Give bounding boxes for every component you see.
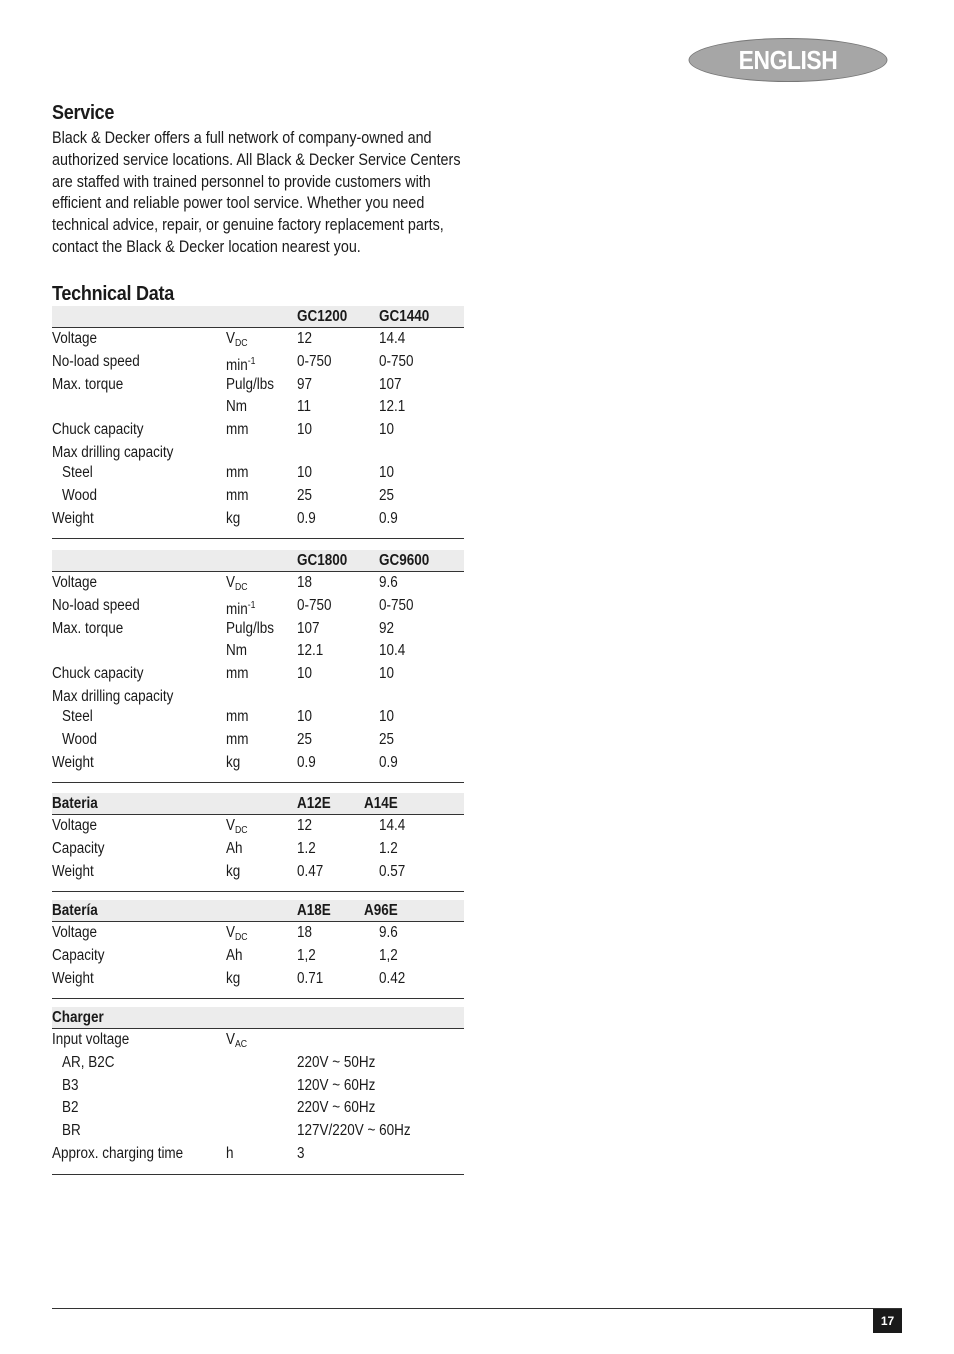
spec-unit — [226, 618, 274, 640]
spec-label: Max drilling capacity — [52, 443, 174, 461]
spec-value: 10 — [379, 707, 395, 725]
spec-unit — [226, 462, 248, 484]
spec-value: 0-750 — [297, 596, 332, 614]
spec-label: B2 — [62, 1099, 79, 1117]
spec-value: 25 — [297, 486, 313, 504]
spec-label: Chuck capacity — [52, 665, 144, 683]
spec-table-table3 — [52, 793, 464, 892]
spec-row — [52, 462, 464, 485]
spec-label: BR — [62, 1122, 81, 1140]
spec-table-header — [52, 550, 464, 572]
spec-unit — [226, 419, 248, 441]
spec-row — [52, 1120, 464, 1143]
spec-row — [52, 1029, 464, 1052]
table-end-rule — [52, 774, 464, 783]
spec-table-table4 — [52, 900, 464, 999]
unit-text: V — [226, 330, 235, 347]
column-header: A18E — [297, 902, 331, 919]
spec-label: Steel — [62, 463, 93, 481]
unit-text: h — [226, 1144, 234, 1162]
unit-text: Nm — [226, 642, 247, 660]
unit-text: min — [226, 600, 248, 618]
column-header: A96E — [364, 902, 398, 919]
spec-row — [52, 1052, 464, 1075]
spec-row — [52, 328, 464, 351]
spec-row — [52, 729, 464, 752]
unit-text: mm — [226, 665, 249, 683]
spec-value: 12.1 — [297, 642, 324, 660]
spec-label: Wood — [62, 486, 97, 504]
spec-table-header — [52, 1007, 464, 1029]
spec-label: Voltage — [52, 574, 97, 591]
spec-value: 0-750 — [379, 352, 414, 370]
spec-row — [52, 1143, 464, 1166]
spec-unit — [226, 861, 240, 883]
spec-row — [52, 508, 464, 531]
spec-value: 12 — [297, 817, 313, 834]
unit-text: Ah — [226, 839, 243, 857]
unit-text: V — [226, 1031, 235, 1048]
spec-value: 3 — [297, 1144, 305, 1162]
unit-text: V — [226, 924, 235, 941]
spec-row — [52, 618, 464, 641]
spec-row — [52, 922, 464, 945]
spec-row — [52, 861, 464, 884]
unit-text: mm — [226, 421, 249, 439]
spec-value: 11 — [297, 398, 312, 416]
spec-label: Max. torque — [52, 375, 124, 393]
spec-value: 220V ~ 50Hz — [297, 1053, 376, 1071]
spec-label: Weight — [52, 509, 94, 527]
spec-row — [52, 838, 464, 861]
spec-value: 0.71 — [297, 969, 324, 987]
unit-text: V — [226, 574, 235, 591]
spec-value: 0.9 — [379, 509, 398, 527]
unit-subscript: DC — [234, 582, 248, 593]
service-paragraph — [52, 128, 470, 259]
spec-unit — [226, 396, 247, 418]
unit-text: kg — [226, 753, 241, 771]
spec-value: 18 — [297, 574, 313, 591]
spec-value: 9.6 — [379, 924, 398, 941]
spec-row — [52, 686, 464, 706]
spec-row — [52, 815, 464, 838]
spec-value: 1.2 — [379, 839, 398, 857]
spec-row — [52, 640, 464, 663]
spec-row — [52, 1097, 464, 1120]
spec-value: 92 — [379, 619, 395, 637]
column-header: GC1800 — [297, 552, 348, 569]
unit-text: V — [226, 817, 235, 834]
spec-row — [52, 595, 464, 618]
spec-table-header — [52, 793, 464, 815]
unit-superscript: -1 — [247, 355, 256, 367]
spec-row — [52, 663, 464, 686]
spec-value: 220V ~ 60Hz — [297, 1099, 376, 1117]
spec-row — [52, 572, 464, 595]
spec-value: 14.4 — [379, 817, 406, 834]
spec-value: 14.4 — [379, 330, 406, 347]
spec-row — [52, 706, 464, 729]
spec-value: 25 — [297, 730, 313, 748]
spec-table-table1 — [52, 306, 464, 539]
spec-value: 120V ~ 60Hz — [297, 1076, 376, 1094]
column-header: GC9600 — [379, 552, 430, 569]
unit-subscript: DC — [234, 932, 248, 943]
spec-label: Max. torque — [52, 619, 124, 637]
spec-unit — [226, 1143, 234, 1165]
spec-unit — [226, 706, 248, 728]
table-end-rule — [52, 530, 464, 539]
spec-label: Capacity — [52, 946, 105, 964]
spec-value: 0.57 — [379, 862, 406, 880]
spec-unit — [226, 752, 240, 774]
unit-subscript: DC — [234, 338, 248, 349]
spec-unit — [226, 968, 240, 990]
table-end-rule — [52, 990, 464, 999]
spec-row — [52, 945, 464, 968]
unit-text: Pulg/lbs — [226, 619, 274, 637]
spec-label: Capacity — [52, 839, 105, 857]
spec-unit — [226, 374, 274, 396]
page-number: 17 — [873, 1309, 902, 1333]
spec-unit — [226, 838, 243, 860]
spec-table-header — [52, 306, 464, 328]
service-line: authorized service locations. All Black & Decker Service Centers — [52, 150, 461, 169]
unit-text: Ah — [226, 946, 243, 964]
unit-text: Pulg/lbs — [226, 375, 274, 393]
spec-table-table5 — [52, 1007, 464, 1175]
unit-text: kg — [226, 969, 241, 987]
spec-unit — [226, 640, 247, 662]
spec-table-table2 — [52, 550, 464, 783]
unit-text: Nm — [226, 398, 247, 416]
spec-value: 10.4 — [379, 642, 406, 660]
spec-value: 0.9 — [297, 509, 316, 527]
unit-subscript: AC — [234, 1039, 248, 1050]
spec-value: 97 — [297, 375, 313, 393]
spec-value: 10 — [379, 665, 395, 683]
column-header: Charger — [52, 1009, 104, 1026]
spec-label: Weight — [52, 862, 94, 880]
spec-row — [52, 351, 464, 374]
column-header: Batería — [52, 902, 98, 919]
spec-value: 10 — [297, 665, 313, 683]
spec-value: 25 — [379, 730, 395, 748]
spec-label: AR, B2C — [62, 1053, 115, 1071]
spec-label: Approx. charging time — [52, 1144, 184, 1162]
spec-value: 10 — [297, 421, 313, 439]
spec-value: 12.1 — [379, 398, 406, 416]
spec-label: Chuck capacity — [52, 421, 144, 439]
service-heading: Service — [52, 102, 115, 124]
spec-value: 10 — [379, 421, 395, 439]
service-line: Black & Decker offers a full network of company-owned and — [52, 129, 432, 147]
unit-text: mm — [226, 730, 249, 748]
unit-text: mm — [226, 463, 249, 481]
spec-value: 107 — [297, 619, 320, 637]
spec-unit — [226, 508, 240, 530]
column-header: GC1440 — [379, 308, 430, 325]
spec-label: Voltage — [52, 817, 97, 834]
spec-row — [52, 396, 464, 419]
spec-unit — [226, 663, 248, 685]
spec-label: Voltage — [52, 924, 97, 941]
column-header: Bateria — [52, 795, 98, 812]
spec-value: 0.9 — [297, 753, 316, 771]
technical-data-heading: Technical Data — [52, 283, 174, 305]
spec-label: B3 — [62, 1076, 79, 1094]
spec-label: Voltage — [52, 330, 97, 347]
spec-value: 1,2 — [379, 946, 398, 964]
spec-row — [52, 419, 464, 442]
spec-value: 0.47 — [297, 862, 324, 880]
spec-label: Max drilling capacity — [52, 687, 174, 705]
unit-text: min — [226, 356, 248, 374]
spec-row — [52, 485, 464, 508]
spec-value: 10 — [297, 707, 313, 725]
spec-value: 0.42 — [379, 969, 406, 987]
spec-label: No-load speed — [52, 596, 140, 614]
unit-superscript: -1 — [247, 599, 256, 611]
spec-label: Input voltage — [52, 1031, 130, 1048]
unit-text: kg — [226, 509, 241, 527]
service-line: technical advice, repair, or genuine factory replacement parts, — [52, 216, 444, 235]
spec-label: Wood — [62, 730, 97, 748]
spec-unit — [226, 729, 248, 751]
spec-value: 1.2 — [297, 839, 316, 857]
spec-value: 0-750 — [379, 596, 414, 614]
spec-value: 127V/220V ~ 60Hz — [297, 1122, 411, 1140]
spec-table-header — [52, 900, 464, 922]
spec-value: 1,2 — [297, 946, 316, 964]
spec-value: 12 — [297, 330, 313, 347]
spec-label: Steel — [62, 707, 93, 725]
service-line: efficient and reliable power tool service. Whether you need — [52, 194, 425, 213]
spec-unit — [226, 485, 248, 507]
service-line: contact the Black & Decker location nearest you. — [52, 237, 361, 256]
spec-value: 18 — [297, 924, 313, 941]
spec-label: No-load speed — [52, 352, 140, 370]
language-badge: ENGLISH — [689, 38, 888, 82]
unit-subscript: DC — [234, 825, 248, 836]
spec-row — [52, 1075, 464, 1098]
spec-value: 0-750 — [297, 352, 332, 370]
spec-value: 10 — [297, 463, 313, 481]
table-end-rule — [52, 1166, 464, 1175]
footer-rule — [52, 1308, 902, 1309]
spec-value: 107 — [379, 375, 402, 393]
column-header: A12E — [297, 795, 331, 812]
spec-unit — [226, 945, 243, 967]
spec-label: Weight — [52, 969, 94, 987]
spec-value: 0.9 — [379, 753, 398, 771]
column-header: A14E — [364, 795, 398, 812]
service-line: are staffed with trained personnel to provide customers with — [52, 172, 431, 191]
table-end-rule — [52, 883, 464, 892]
unit-text: kg — [226, 862, 241, 880]
spec-value: 10 — [379, 463, 395, 481]
column-header: GC1200 — [297, 308, 348, 325]
spec-label: Weight — [52, 753, 94, 771]
unit-text: mm — [226, 486, 249, 504]
spec-row — [52, 442, 464, 462]
spec-value: 9.6 — [379, 574, 398, 591]
spec-value: 25 — [379, 486, 395, 504]
spec-row — [52, 968, 464, 991]
spec-row — [52, 752, 464, 775]
spec-row — [52, 374, 464, 397]
unit-text: mm — [226, 707, 249, 725]
